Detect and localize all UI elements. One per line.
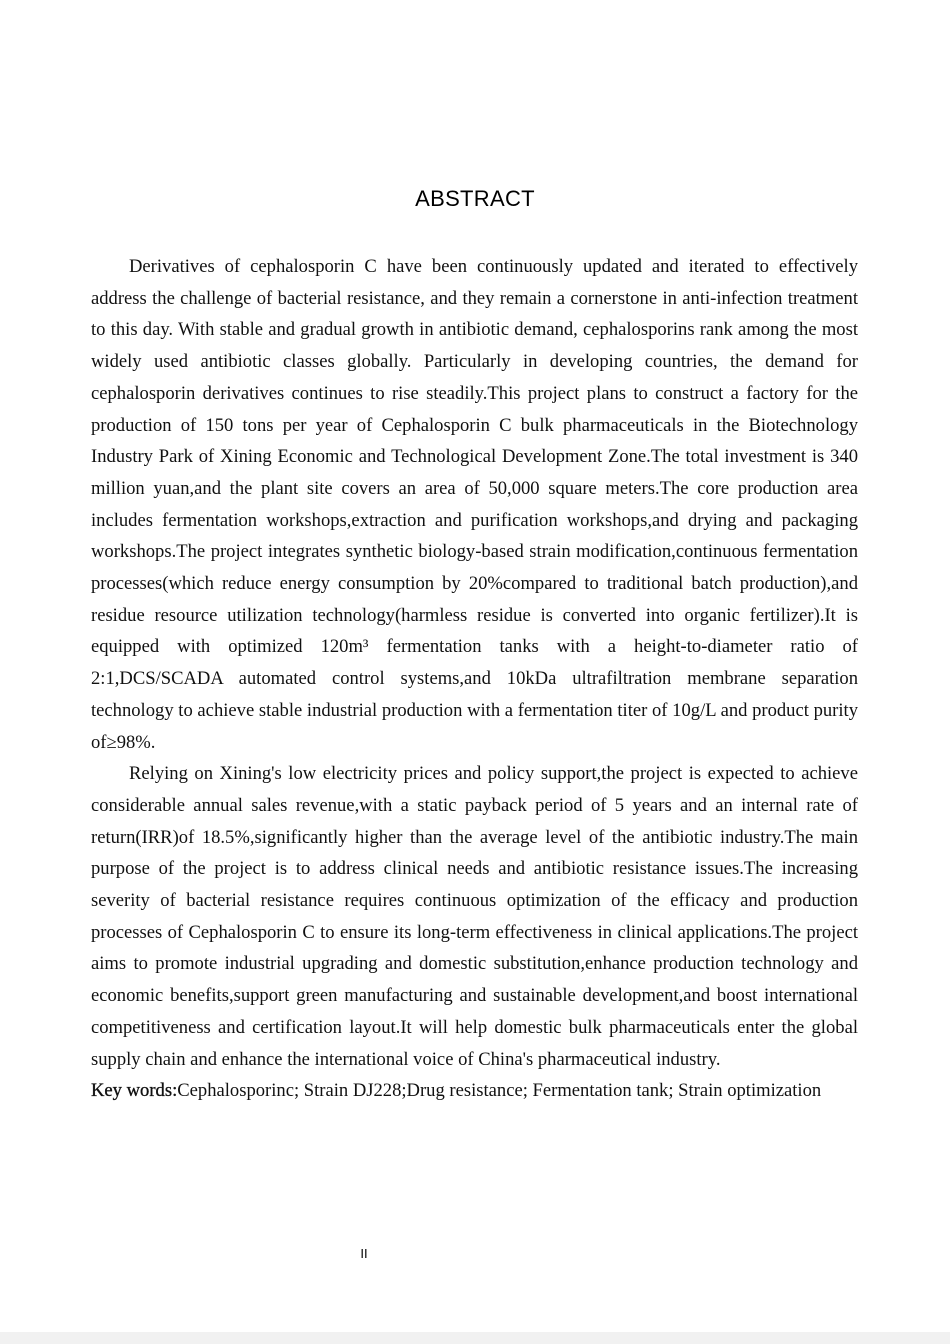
abstract-body (91, 251, 858, 1107)
keywords-line (91, 1075, 858, 1107)
abstract-paragraph-1: Derivatives of cephalosporin C have been continuously updated and iterated to effectively address the challenge of bacterial resistance, and they remain a cornerstone in anti-infection treatment to this day. With stable and gradual growth in antibiotic demand, cephalosporins rank among the most widely used antibiotic classes globally. Particularly in developing countries, the demand for cephalosporin derivatives continues to rise steadily.This project plans to construct a factory for the production of 150 tons per year of Cephalosporin C bulk pharmaceuticals in the Biotechnology Industry Park of Xining Economic and Technological Development Zone.The total investment is 340 million yuan,and the plant site covers an area of 50,000 square meters.The core production area includes fermentation workshops,extraction and purification workshops,and drying and packaging workshops.The project integrates synthetic biology-based strain modification,continuous fermentation processes(which reduce energy consumption by 20%compared to traditional batch production),and residue resource utilization technology(harmless residue is converted into organic fertilizer).It is equipped with optimized 120m³ fermentation tanks with a height-to-diameter ratio of 2:1,DCS/SCADA automated control systems,and 10kDa ultrafiltration membrane separation technology to achieve stable industrial production with a fermentation titer of 10g/L and product purity of≥98%. (91, 256, 858, 753)
abstract-title: ABSTRACT (415, 186, 535, 211)
keywords-text: Cephalosporinc; Strain DJ228;Drug resistance; Fermentation tank; Strain optimization (177, 1080, 822, 1102)
abstract-paragraph-2: Relying on Xining's low electricity prices and policy support,the project is expected to achieve considerable annual sales revenue,with a static payback period of 5 years and an internal rate of return(IRR)of 18.5%,significantly higher than the average level of the antibiotic industry.The main purpose of the project is to address clinical needs and antibiotic resistance issues.The increasing severity of bacterial resistance requires continuous optimization of the efficacy and production processes of Cephalosporin C to ensure its long-term effectiveness in clinical applications.The project aims to promote industrial upgrading and domestic substitution,enhance production technology and economic benefits,support green manufacturing and sustainable development,and boost international competitiveness and certification layout.It will help domestic bulk pharmaceuticals enter the global supply chain and enhance the international voice of China's pharmaceutical industry. (91, 763, 858, 1070)
keywords-label: Key words: (91, 1080, 178, 1102)
page-number: II (360, 1246, 368, 1261)
